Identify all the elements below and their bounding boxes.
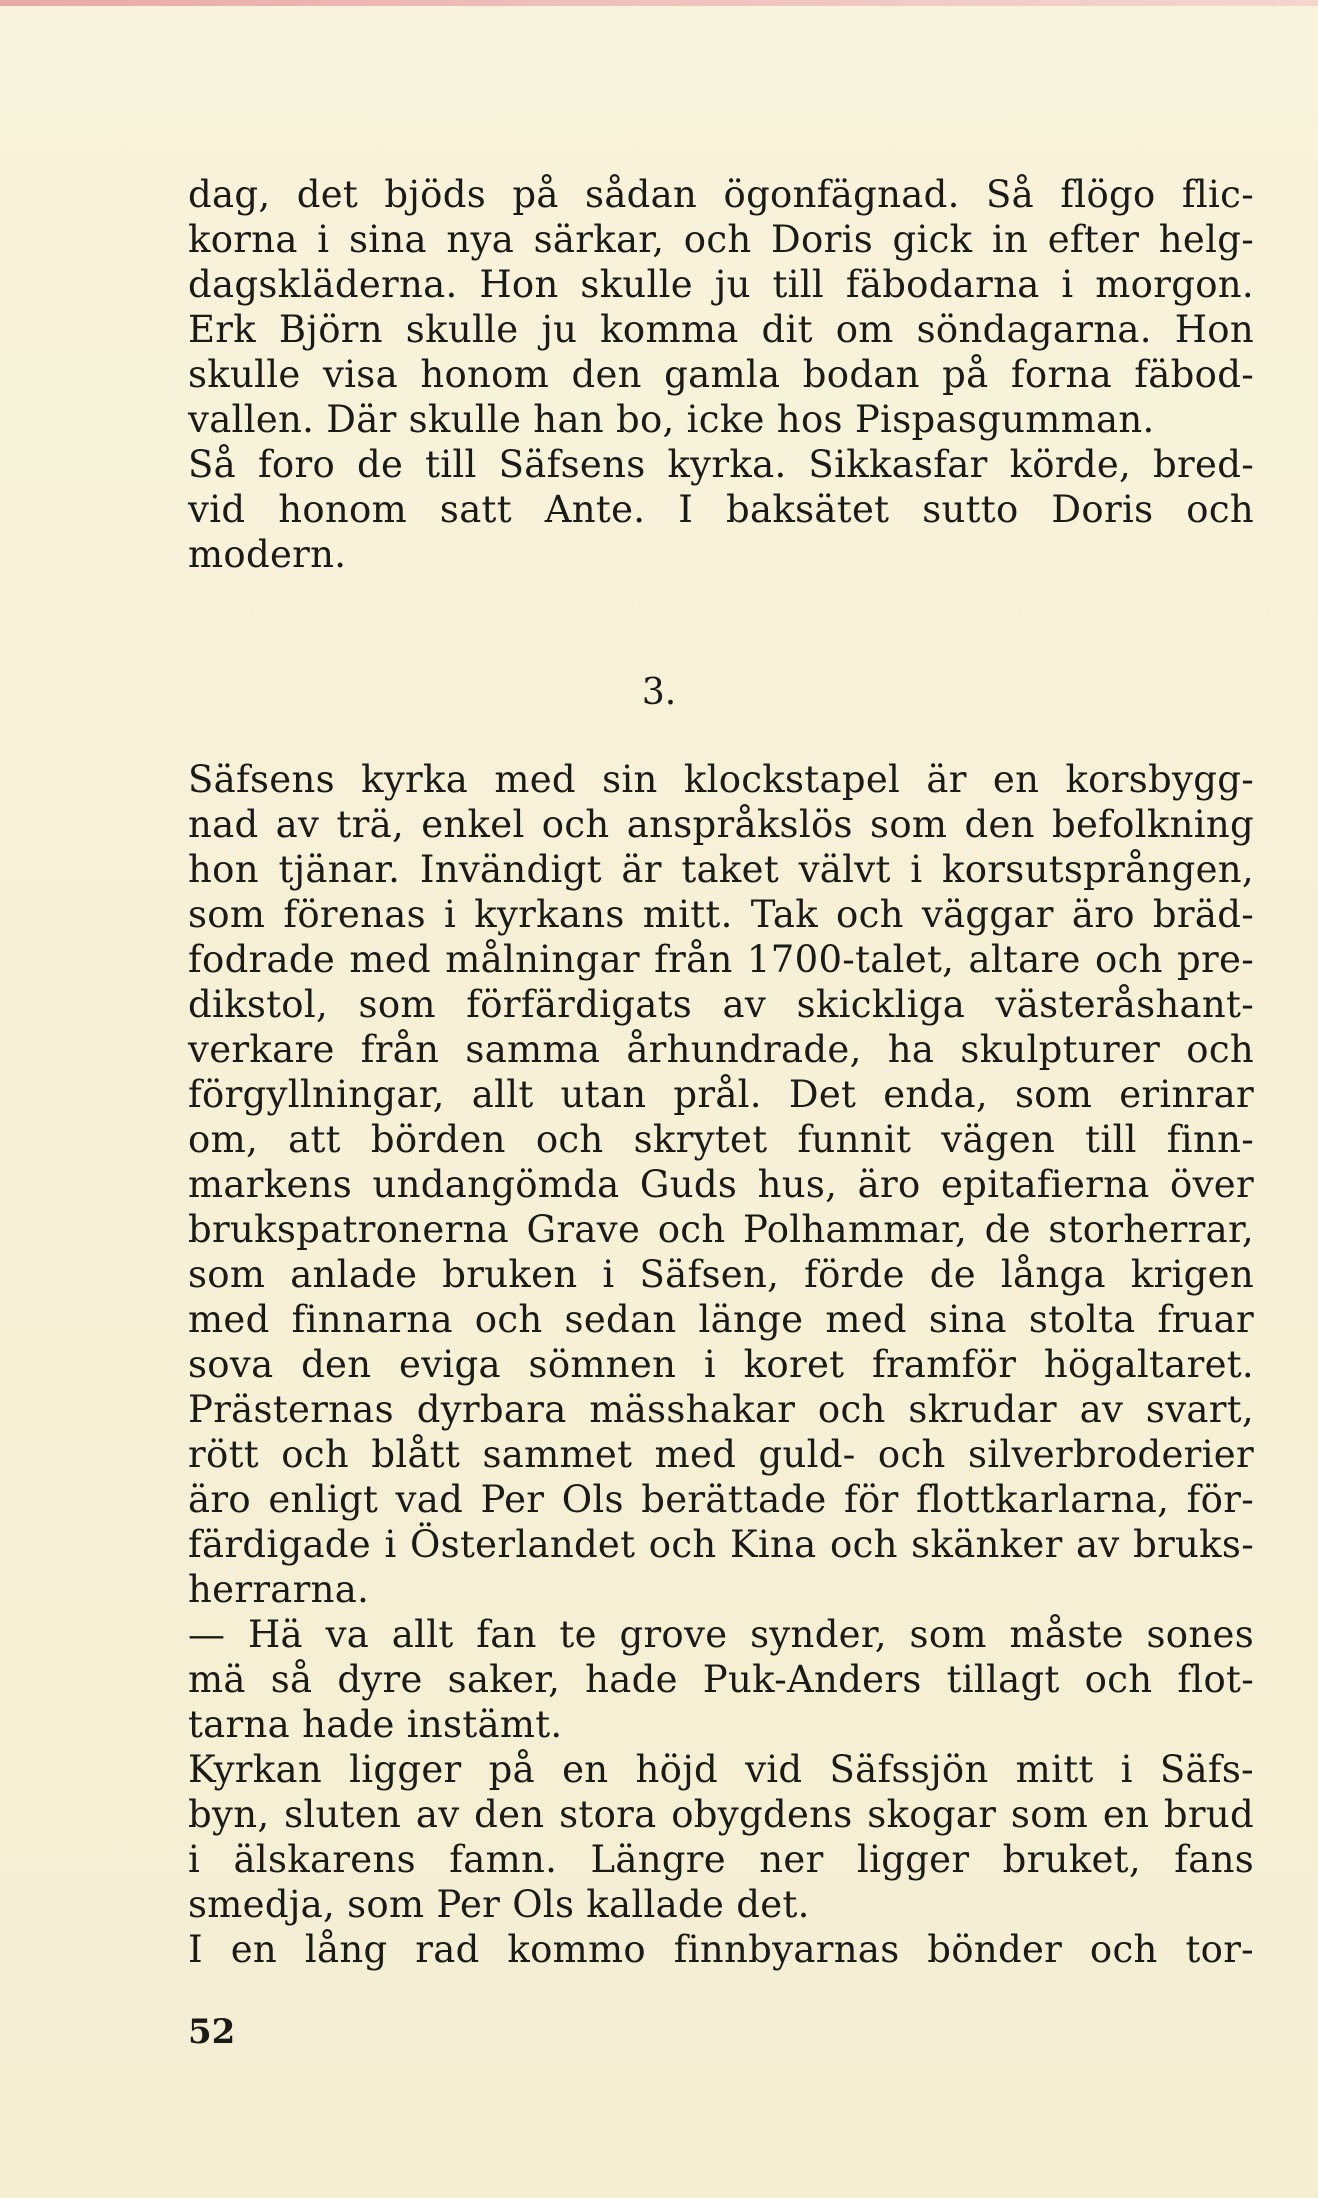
text-line: modern. xyxy=(188,533,347,576)
text-line: skulle visa honom den gamla bodan på forna fäbod- xyxy=(188,353,1254,396)
text-line: I en lång rad kommo finnbyarnas bönder och tor- xyxy=(188,1928,1254,1971)
text-line: Så foro de till Säfsens kyrka. Sikkasfar körde, bred- xyxy=(188,443,1254,486)
text-line: Kyrkan ligger på en höjd vid Säfssjön mitt i Säfs- xyxy=(188,1748,1254,1791)
text-line: mä så dyre saker, hade Puk-Anders tillagt och flot- xyxy=(188,1658,1254,1701)
text-line: sova den eviga sömnen i koret framför högaltaret. xyxy=(188,1343,1254,1386)
text-line: som anlade bruken i Säfsen, förde de långa krigen xyxy=(188,1253,1254,1296)
text-line: fodrade med målningar från 1700-talet, altare och pre- xyxy=(188,938,1254,981)
text-line: — Hä va allt fan te grove synder, som måste sones xyxy=(188,1613,1254,1656)
text-line: Säfsens kyrka med sin klockstapel är en korsbygg- xyxy=(188,758,1254,801)
text-line: brukspatronerna Grave och Polhammar, de storherrar, xyxy=(188,1208,1254,1251)
text-line: verkare från samma århundrade, ha skulpturer och xyxy=(188,1028,1254,1071)
text-line: rött och blått sammet med guld- och silverbroderier xyxy=(188,1433,1254,1476)
text-line: korna i sina nya särkar, och Doris gick in efter helg- xyxy=(188,218,1254,261)
text-line: i älskarens famn. Längre ner ligger bruket, fans xyxy=(188,1838,1254,1881)
page-number: 52 xyxy=(188,2012,236,2052)
text-line: äro enligt vad Per Ols berättade för flottkarlarna, för- xyxy=(188,1478,1254,1521)
text-line: dagskläderna. Hon skulle ju till fäbodarna i morgon. xyxy=(188,263,1254,306)
text-line: hon tjänar. Invändigt är taket välvt i korsutsprången, xyxy=(188,848,1254,891)
text-line: dag, det bjöds på sådan ögonfägnad. Så flögo flic- xyxy=(188,173,1254,216)
text-line: förgyllningar, allt utan prål. Det enda, som erinrar xyxy=(188,1073,1254,1116)
paragraph-block-top xyxy=(188,172,1254,577)
text-line: om, att börden och skrytet funnit vägen till finn- xyxy=(188,1118,1254,1161)
text-line: dikstol, som förfärdigats av skickliga västeråshant- xyxy=(188,983,1254,1026)
page-top-edge xyxy=(0,0,1318,6)
text-line: färdigade i Österlandet och Kina och skänker av bruks- xyxy=(188,1523,1254,1566)
text-line: markens undangömda Guds hus, äro epitafierna över xyxy=(188,1163,1254,1206)
text-line: smedja, som Per Ols kallade det. xyxy=(188,1883,810,1926)
text-line: vallen. Där skulle han bo, icke hos Pispasgumman. xyxy=(188,398,1155,441)
text-line: med finnarna och sedan länge med sina stolta fruar xyxy=(188,1298,1254,1341)
text-line: Erk Björn skulle ju komma dit om söndagarna. Hon xyxy=(188,308,1254,351)
text-line: Prästernas dyrbara mässhakar och skrudar av svart, xyxy=(188,1388,1254,1431)
text-line: herrarna. xyxy=(188,1568,370,1611)
section-number: 3. xyxy=(641,672,677,713)
text-line: som förenas i kyrkans mitt. Tak och väggar äro bräd- xyxy=(188,893,1254,936)
text-line: vid honom satt Ante. I baksätet sutto Doris och xyxy=(188,488,1254,531)
text-line: tarna hade instämt. xyxy=(188,1703,563,1746)
text-line: byn, sluten av den stora obygdens skogar som en brud xyxy=(188,1793,1254,1836)
paragraph-block-main xyxy=(188,757,1254,1972)
text-line: nad av trä, enkel och anspråkslös som den befolkning xyxy=(188,803,1254,846)
